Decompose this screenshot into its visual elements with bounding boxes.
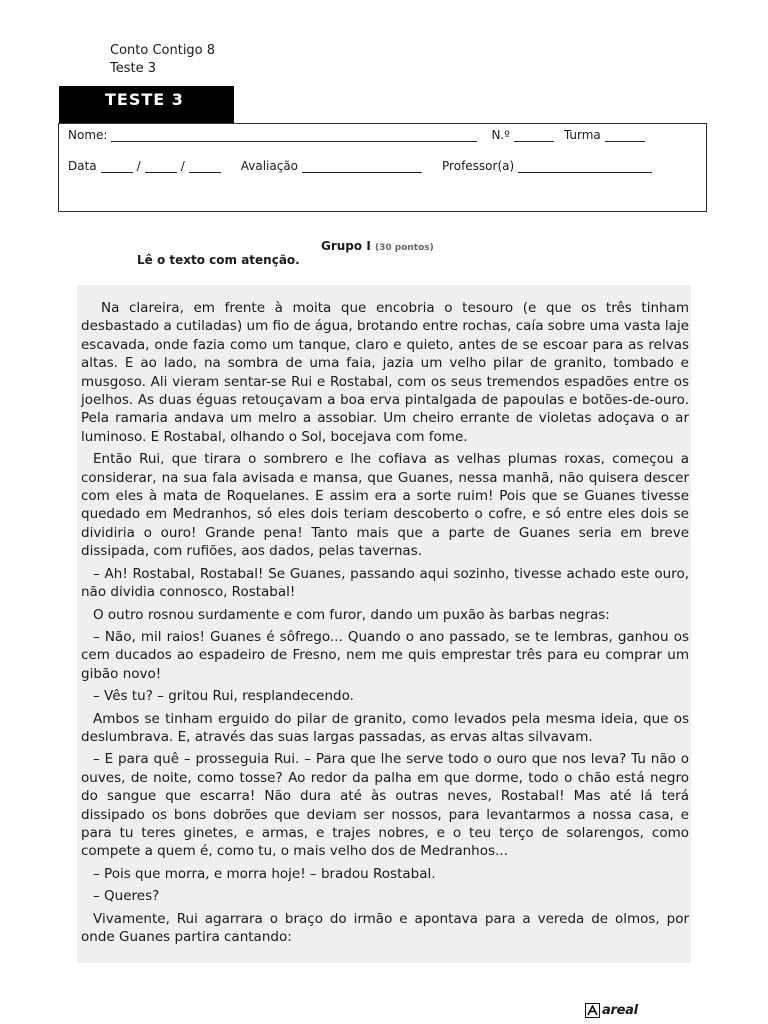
publisher-name: areal bbox=[602, 1003, 638, 1018]
evaluation-label: Avaliação bbox=[240, 159, 299, 173]
passage-paragraph: – E para quê – prosseguia Rui. – Para que lhe serve todo o ouro que nos leva? Tu não o ouves, de noite, como tosse? Ao redor da palha em que dorme, todo o chão está negro do sangue que escarra! Não dura até às outras neves, Rostabal! Mas até lá terá dissipado os bons dobrões que deviam ser nossos, para levantarmos a nossa casa, e para tu teres ginetes, e armas, e trajes nobres, e o teu terço de solarengos, como compete a quem é, como tu, o mais velho dos de Medranhos... bbox=[81, 751, 689, 860]
name-field[interactable] bbox=[111, 128, 477, 142]
form-row-assessment bbox=[68, 159, 656, 173]
date-year-field[interactable] bbox=[189, 159, 221, 173]
number-field[interactable] bbox=[514, 128, 554, 142]
form-row-identification bbox=[68, 128, 649, 142]
date-separator: / bbox=[136, 159, 141, 173]
passage-paragraph: Então Rui, que tirara o sombrero e lhe cofiava as velhas plumas roxas, começou a considerar, na sua fala avisada e mansa, que Guanes, nessa manhã, não quisera descer com eles à mata de Roquelanes. E assim era a sorte ruim! Pois que se Guanes tivesse quedado em Medranhos, só eles dois teriam descoberto o cofre, e só entre eles dois se dividiria o ouro! Grande pena! Tanto mais que a parte de Guanes seria em breve dissipada, com rufiões, aos dados, pelas tavernas. bbox=[81, 451, 689, 560]
group-points: (30 pontos) bbox=[374, 243, 434, 253]
passage-paragraph: – Ah! Rostabal, Rostabal! Se Guanes, passando aqui sozinho, tivesse achado este ouro, não dividia connosco, Rostabal! bbox=[81, 565, 689, 601]
teacher-field[interactable] bbox=[518, 159, 652, 173]
passage-paragraph: – Queres? bbox=[93, 888, 160, 905]
teacher-label: Professor(a) bbox=[442, 159, 515, 173]
publisher-logo bbox=[585, 1003, 638, 1018]
student-info-form bbox=[58, 123, 707, 212]
banner-title: TESTE 3 bbox=[105, 90, 184, 109]
passage-paragraph: Na clareira, em frente à moita que encobria o tesouro (e que os três tinham desbastado a cutiladas) um fio de água, brotando entre rochas, caía sobre uma vasta laje escavada, onde fazia como um tanque, claro e quieto, antes de se escoar para as relvas altas. E ao lado, na sombra de uma faia, jazia um velho pilar de granito, tombado e musgoso. Ali vieram sentar-se Rui e Rostabal, com os seus tremendos espadões entre os joelhos. As duas éguas retouçavam a boa erva pintalgada de papoulas e botões-de-ouro. Pela ramaria andava um melro a assobiar. Um cheiro errante de violetas adoçava o ar luminoso. E Rostabal, olhando o Sol, bocejava com fome. bbox=[81, 300, 689, 445]
reading-instruction: Lê o texto com atenção. bbox=[137, 253, 300, 267]
group-heading bbox=[321, 239, 434, 253]
evaluation-field[interactable] bbox=[302, 159, 422, 173]
date-month-field[interactable] bbox=[145, 159, 177, 173]
date-day-field[interactable] bbox=[101, 159, 133, 173]
areal-logo-icon bbox=[585, 1003, 600, 1018]
passage-paragraph: – Não, mil raios! Guanes é sôfrego... Quando o ano passado, se te lembras, ganhou os cem ducados ao espadeiro de Fresno, nem me quis emprestar três para eu comprar um gibão novo! bbox=[81, 628, 689, 682]
class-field[interactable] bbox=[605, 128, 645, 142]
passage-paragraph: Ambos se tinham erguido do pilar de granito, como levados pela mesma ideia, que os deslumbrava. E, através das suas largas passadas, as ervas altas silvavam. bbox=[81, 710, 689, 745]
test-subtitle: Teste 3 bbox=[110, 61, 157, 76]
number-label: N.º bbox=[491, 128, 510, 142]
document-header bbox=[110, 42, 215, 78]
passage-paragraph: – Pois que morra, e morra hoje! – bradou Rostabal. bbox=[93, 865, 436, 882]
name-label: Nome: bbox=[68, 128, 108, 142]
date-label: Data bbox=[68, 159, 97, 173]
date-separator: / bbox=[180, 159, 185, 173]
test-banner bbox=[59, 86, 234, 123]
book-title: Conto Contigo 8 bbox=[110, 43, 216, 58]
group-title: Grupo I bbox=[321, 239, 371, 253]
passage-paragraph: – Vês tu? – gritou Rui, resplandecendo. bbox=[93, 688, 354, 705]
passage-paragraph: Vivamente, Rui agarrara o braço do irmão e apontava para a vereda de olmos, por onde Guanes partira cantando: bbox=[81, 910, 689, 945]
class-label: Turma bbox=[563, 128, 601, 142]
reading-passage bbox=[77, 285, 691, 963]
passage-paragraph: O outro rosnou surdamente e com furor, dando um puxão às barbas negras: bbox=[93, 606, 610, 623]
